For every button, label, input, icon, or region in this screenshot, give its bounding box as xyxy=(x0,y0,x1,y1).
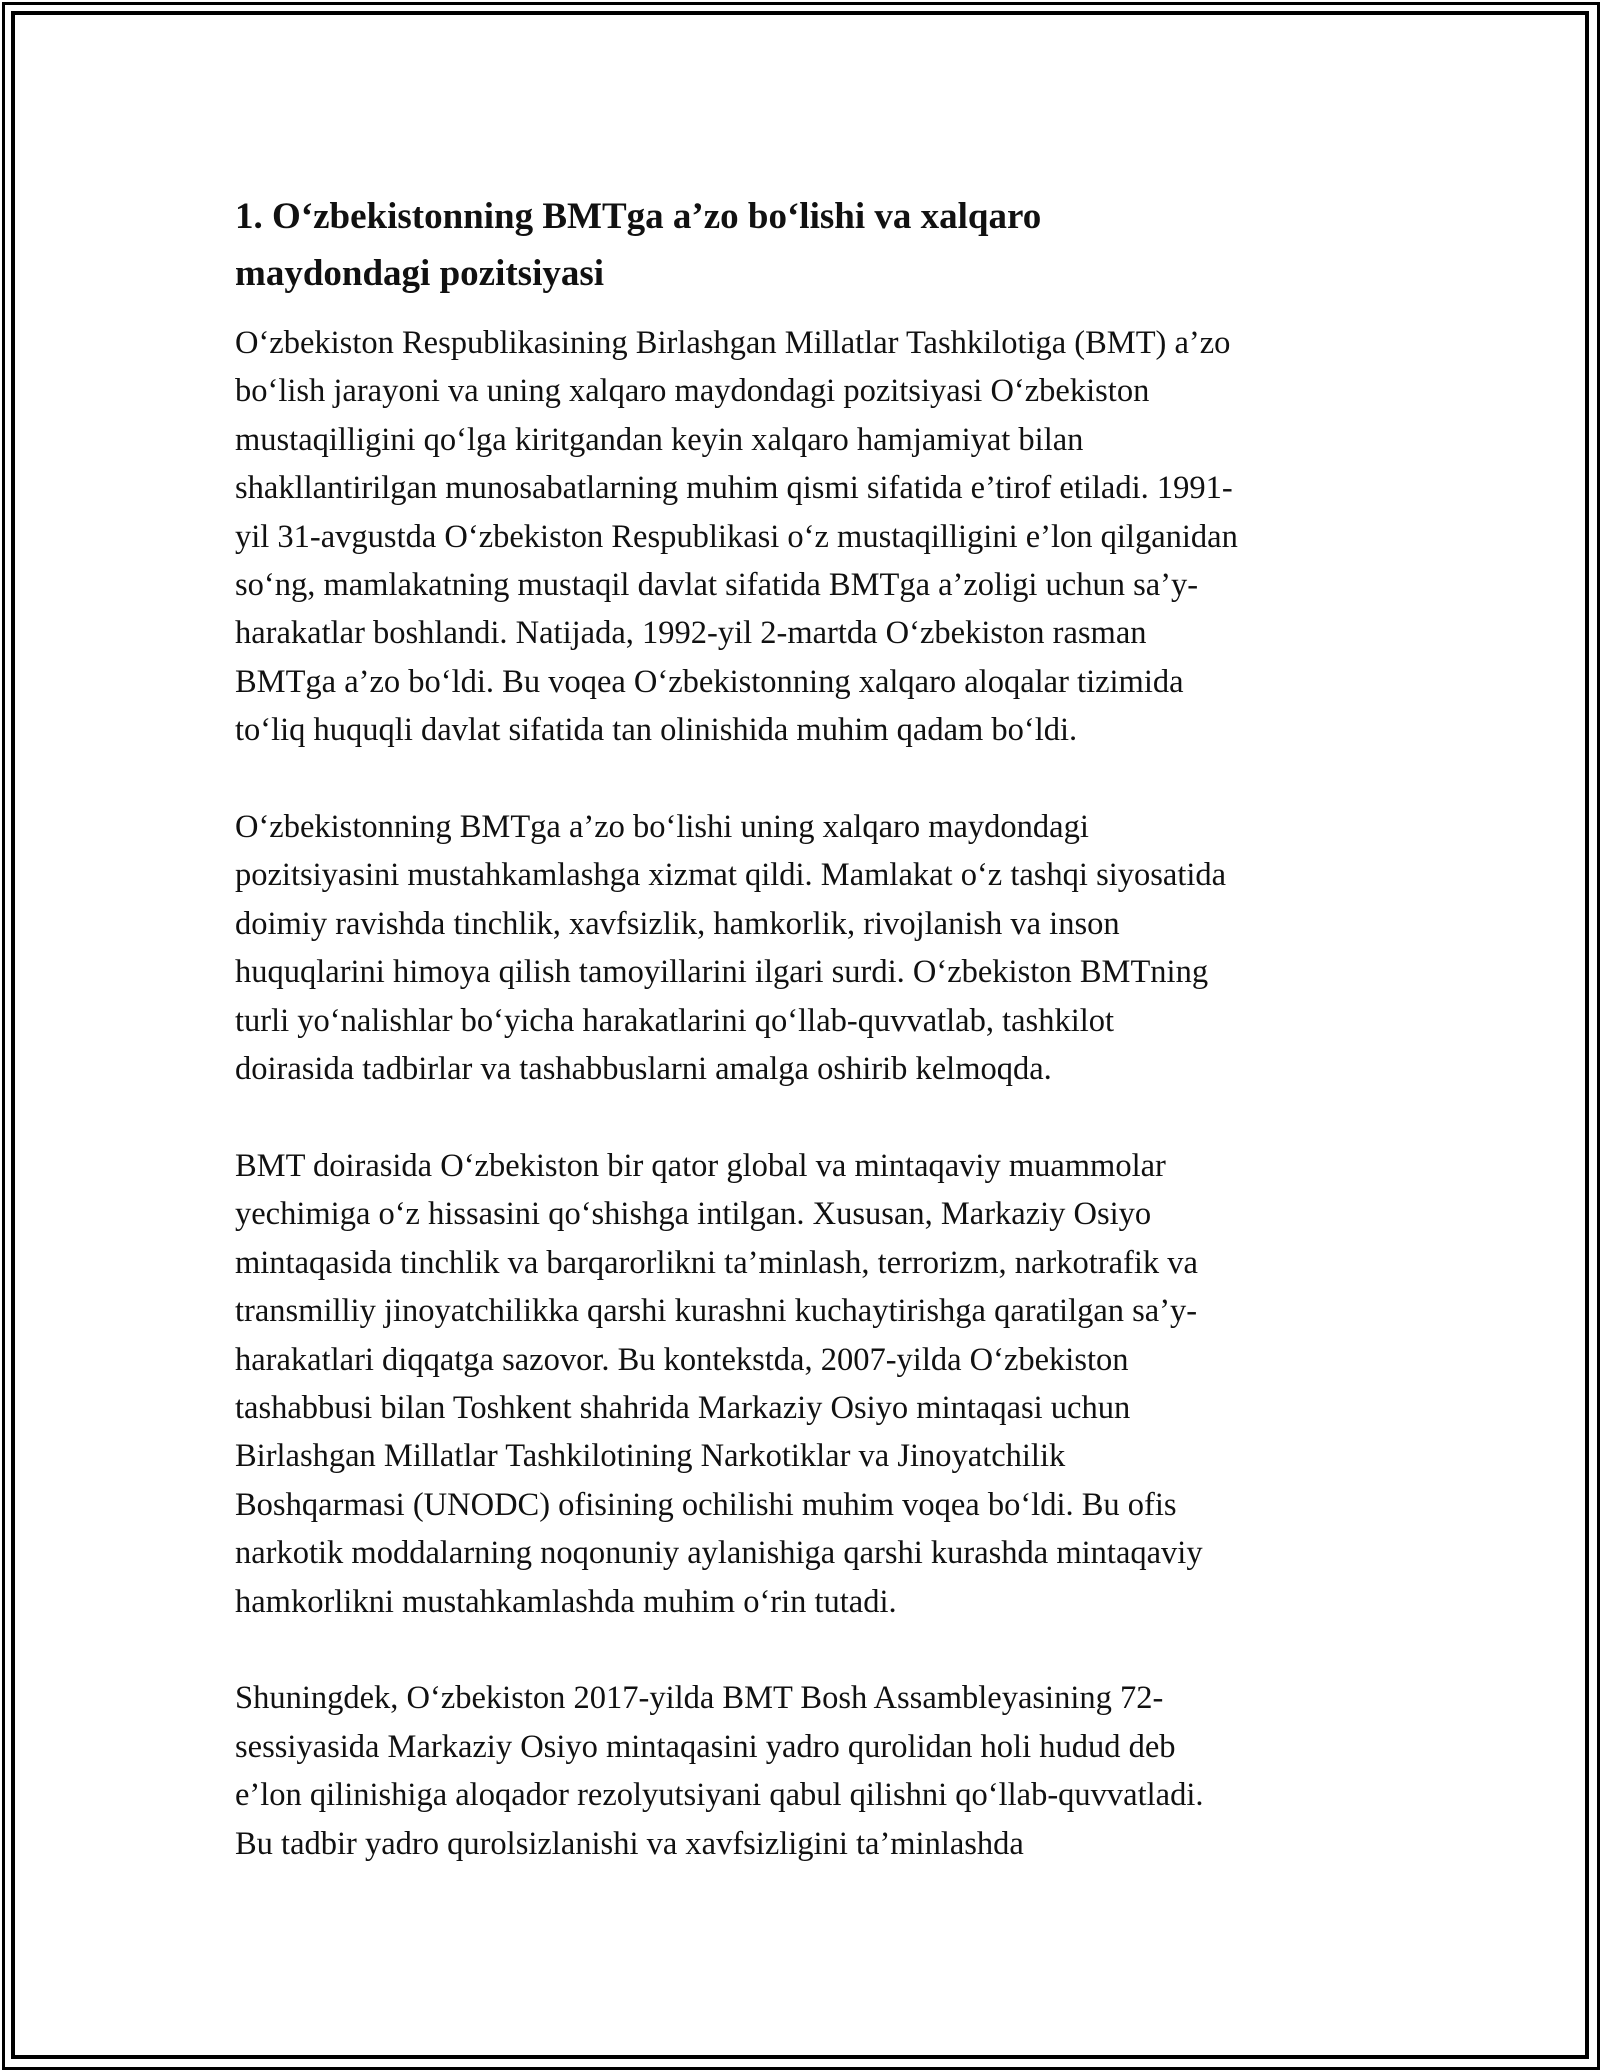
paragraph-2: O‘zbekistonning BMTga a’zo bo‘lishi uning xalqaro maydondagi pozitsiyasini mustahkamlashga xizmat qildi. Mamlakat o‘z tashqi siyosatida doimiy ravishda tinchlik, xavfsizlik, hamkorlik, rivojlanish va inson huquqlarini himoya qilish tamoyillarini ilgari surdi. O‘zbekiston BMTning turli yo‘nalishlar bo‘yicha harakatlarini qo‘llab-quvvatlab, tashkilot doirasida tadbirlar va tashabbuslarni amalga oshirib kelmoqda. xyxy=(235,809,1227,1088)
document-body xyxy=(235,188,1375,1916)
paragraph-4: Shuningdek, O‘zbekiston 2017-yilda BMT Bosh Assambleyasining 72- sessiyasida Markaziy Osiyo mintaqasini yadro qurolidan holi hudud deb e’lon qilinishiga aloqador rezolyutsiyani qabul qilishni qo‘llab-quvvatladi. Bu tadbir yadro qurolsizlanishi va xavfsizligini ta’minlashda xyxy=(235,1680,1204,1862)
paragraph-1: O‘zbekiston Respublikasining Birlashgan Millatlar Tashkilotiga (BMT) a’zo bo‘lish jarayoni va uning xalqaro maydondagi pozitsiyasi O‘zbekiston mustaqilligini qo‘lga kiritgandan keyin xalqaro hamjamiyat bilan shakllantirilgan munosabatlarning muhim qismi sifatida e’tirof etiladi. 1991- yil 31-avgustda O‘zbekiston Respublikasi o‘z mustaqilligini e’lon qilganidan so‘ng, mamlakatning mustaqil davlat sifatida BMTga a’zoligi uchun sa’y- harakatlar boshlandi. Natijada, 1992-yil 2-martda O‘zbekiston rasman BMTga a’zo bo‘ldi. Bu voqea O‘zbekistonning xalqaro aloqalar tizimida to‘liq huquqli davlat sifatida tan olinishida muhim qadam bo‘ldi. xyxy=(235,325,1238,749)
paragraph-3: BMT doirasida O‘zbekiston bir qator global va mintaqaviy muammolar yechimiga o‘z hissasini qo‘shishga intilgan. Xususan, Markaziy Osiyo mintaqasida tinchlik va barqarorlikni ta’minlash, terrorizm, narkotrafik va transmilliy jinoyatchilikka qarshi kurashni kuchaytirishga qaratilgan sa’y- harakatlari diqqatga sazovor. Bu kontekstda, 2007-yilda O‘zbekiston tashabbusi bilan Toshkent shahrida Markaziy Osiyo mintaqasi uchun Birlashgan Millatlar Tashkilotining Narkotiklar va Jinoyatchilik Boshqarmasi (UNODC) ofisining ochilishi muhim voqea bo‘ldi. Bu ofis narkotik moddalarning noqonuniy aylanishiga qarshi kurashda mintaqaviy hamkorlikni mustahkamlashda muhim o‘rin tutadi. xyxy=(235,1147,1203,1620)
section-heading: 1. O‘zbekistonning BMTga a’zo bo‘lishi va xalqaro maydondagi pozitsiyasi xyxy=(235,196,1042,294)
